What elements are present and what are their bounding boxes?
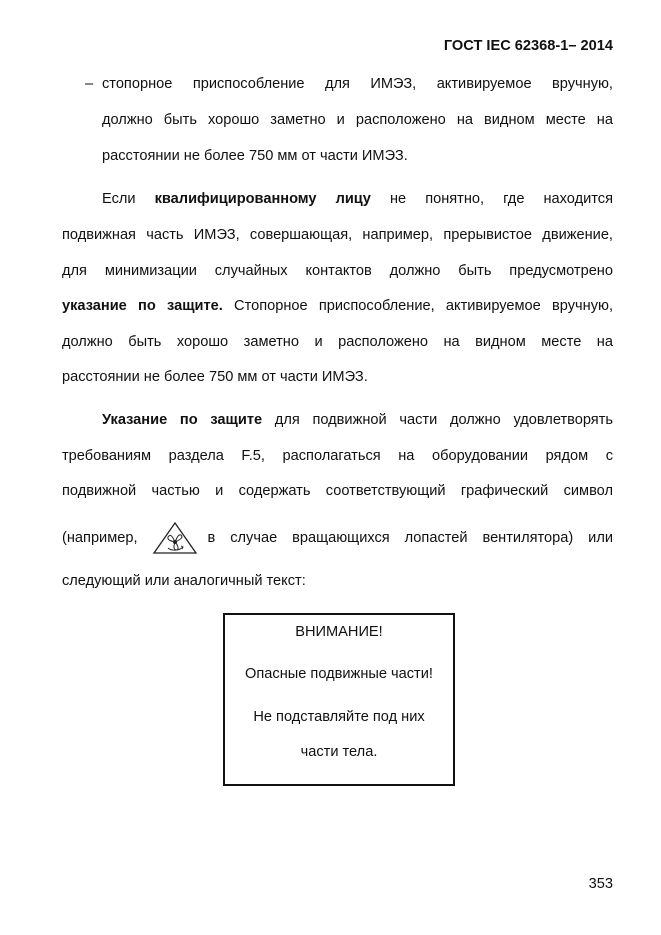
para2-line-4 [62, 521, 613, 555]
para1-line-3: для минимизации случайных контактов должно быть предусмотрено [62, 263, 613, 279]
page-number: 353 [588, 876, 613, 892]
para2-line-5: следующий или аналогичный текст: [62, 573, 306, 589]
para2-line-2: требованиям раздела F.5, располагаться на оборудовании рядом с [62, 448, 613, 464]
list-dash: – [85, 76, 94, 92]
warning-notice-box [223, 613, 455, 786]
term-safeguard-instruction: указание по защите. [62, 298, 223, 314]
para1-line-4 [62, 296, 613, 316]
para2-line-1 [102, 410, 613, 430]
para1-text: Если [102, 191, 155, 207]
para2-text: (например, [62, 530, 138, 546]
para2-text: для подвижной части должно удовлетворять [262, 412, 613, 428]
bullet-line-3: расстоянии не более 750 мм от части ИМЭЗ. [102, 148, 408, 164]
warning-line-1: Опасные подвижные части! [245, 666, 433, 682]
document-header: ГОСТ IEC 62368-1– 2014 [443, 38, 613, 54]
para1-line-2: подвижная часть ИМЭЗ, совершающая, например, прерывистое движение, [62, 227, 613, 243]
para2-text: в случае вращающихся лопастей вентилятора) или [207, 530, 613, 546]
para1-text: Стопорное приспособление, активируемое вручную, [222, 298, 613, 314]
term-safeguard-instruction: Указание по защите [102, 412, 263, 428]
para1-text: не понятно, где находится [370, 191, 613, 207]
term-qualified-person: квалифицированному лицу [154, 191, 371, 207]
warning-title: ВНИМАНИЕ! [295, 624, 383, 640]
para2-line-3: подвижной частью и содержать соответствующий графический символ [62, 483, 613, 499]
warning-line-3: части тела. [300, 744, 378, 760]
warning-line-2: Не подставляйте под них [253, 709, 425, 725]
rotating-fan-blades-warning-icon [152, 521, 198, 555]
bullet-line-1: стопорное приспособление для ИМЭЗ, активируемое вручную, [102, 76, 613, 92]
para1-line-5: должно быть хорошо заметно и расположено на видном месте на [62, 334, 613, 350]
para1-line-6: расстоянии не более 750 мм от части ИМЭЗ. [62, 369, 368, 385]
bullet-line-2: должно быть хорошо заметно и расположено на видном месте на [102, 112, 613, 128]
para1-line-1 [102, 189, 613, 209]
